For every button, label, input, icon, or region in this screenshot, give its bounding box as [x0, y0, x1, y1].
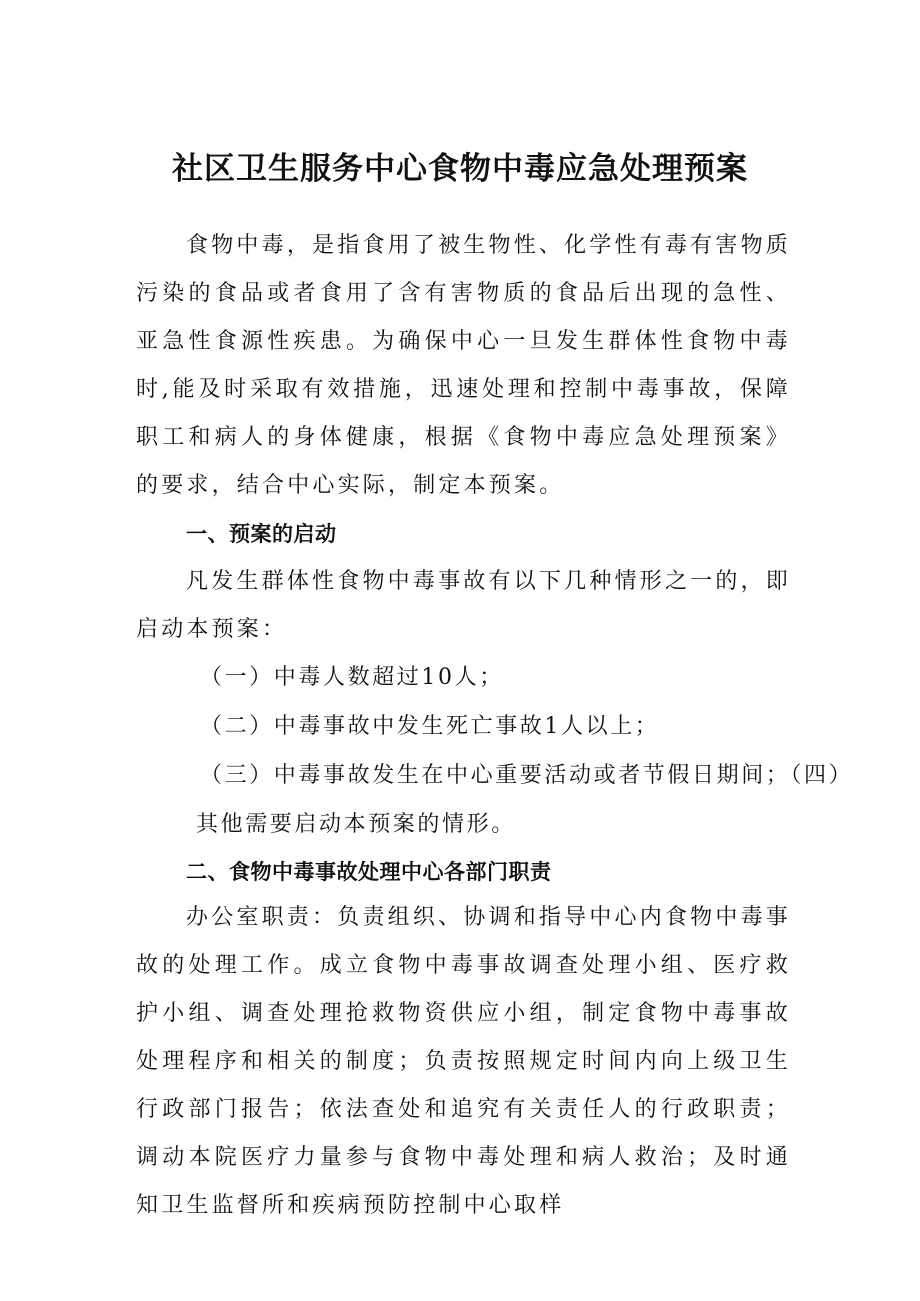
document-title: 社区卫生服务中心食物中毒应急处理预案	[172, 151, 748, 187]
condition-item-3: （三）中毒事故发生在中心重要活动或者节假日期间；（四）	[200, 763, 854, 788]
condition-item-4: 其他需要启动本预案的情形。	[196, 812, 516, 837]
activation-conditions-intro: 凡发生群体性食物中毒事故有以下几种情形之一的，即启动本预案：	[136, 569, 791, 642]
condition-item-2: （二）中毒事故中发生死亡事故1人以上；	[200, 714, 660, 739]
section-heading-responsibilities: 二、食物中毒事故处理中心各部门职责	[186, 860, 552, 884]
condition-item-1: （一）中毒人数超过10人；	[200, 665, 504, 690]
intro-paragraph: 食物中毒，是指食用了被生物性、化学性有毒有害物质污染的食品或者食用了含有害物质的食品后出现的急性、亚急性食源性疾患。为确保中心一旦发生群体性食物中毒时,能及时采取有效措施，迅速处理和控制中毒事故，保障职工和病人的身体健康，根据《食物中毒应急处理预案》的要求，结合中心实际，制定本预案。	[136, 233, 791, 498]
section-heading-activation: 一、预案的启动	[186, 522, 337, 546]
office-responsibilities-paragraph: 办公室职责：负责组织、协调和指导中心内食物中毒事故的处理工作。成立食物中毒事故调查处理小组、医疗救护小组、调查处理抢救物资供应小组，制定食物中毒事故处理程序和相关的制度；负责按照规定时间内向上级卫生行政部门报告；依法查处和追究有关责任人的行政职责；调动本院医疗力量参与食物中毒处理和病人救治；及时通知卫生监督所和疾病预防控制中心取样	[136, 905, 791, 1218]
